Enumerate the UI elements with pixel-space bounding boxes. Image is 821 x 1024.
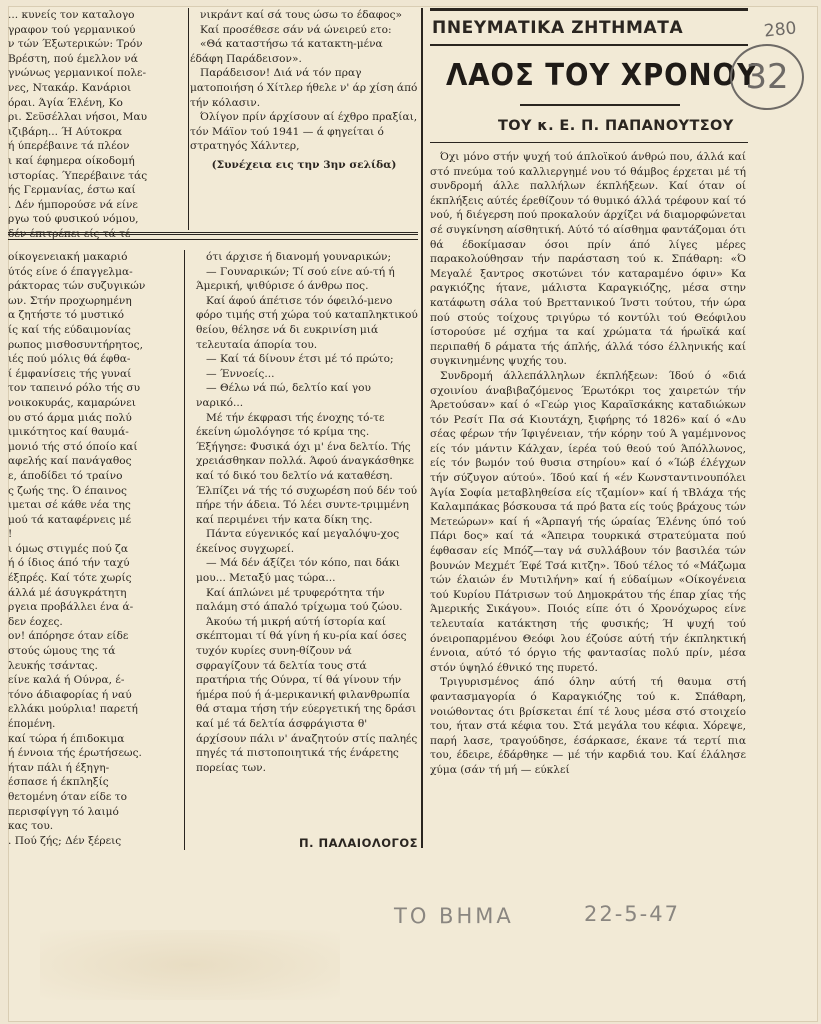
text-line: μού τά καταφέρνεις μέ (8, 513, 132, 526)
paper-stain (40, 930, 340, 1000)
byline-rule (430, 142, 748, 143)
paragraph: Συνδρομή άλλεπάλληλων έκπλήξεων: Ίδού ό «διά σχοινίου άναβιβαζόμενος Έρωτόκρι τος χαιρετών τήν Άρετούσαν» καί ό «Γεώρ γιος Καραϊσκάκης καταδιώκων τόν Ρεσίτ Πα σά Κιουτάχη, ξιφήρης τό 1826» καί ό «Δυ σέας φέρων τήν Ίφιγένειαν, τήν κόρην τού Ά γαμέμνονος είς τόν μάντιν Κάλχαν, ίερέα τού θεού τού Άπόλλωνος, είς τόν βωμόν τού θυσια στηρίου» καί ό «Ίώβ έλέγχων τήν σύζυγον αύτού». Ίδού καί ή «έν Κωνσταντινουπόλει Άγία Σοφία μεταβληθείσα είς τζαμίον» καί ή τΒλάχα τής Καλαμπάκας βόσκουσα τά πρό βατα είς τούς βράχους τών Μετεώρων» καί ή «Άρπαγή τής ώραίας Έλένης ύπό τού Πάρι δος» καί τά «Άπειρα τουρκικά στρατεύματα πού έφθασαν είς Μπόζ—ταγ νά συλλάβουν τόν βασιλέα τών βουνών Μεχμέτ Έφέ Τσά κιτζη». Ίδού τέλος τό «Μάζωμα τών έλαιών έν Μυτιλήνη» καί ή εύδαίμων «Οίκογένεια τού Κυρίου Πάτρισων τού Δημοκράτου τής έπαρ χίας τής Άμερικής Σικάγου». Ποιός είπε ότι ό Χρονόχωρος είνε τελευταία κατάκτηση τής φυσικής; Ή ψυχή τού όνειροπαρμένου Θεόφι λου έζούσε αύτή τήν έκπληκτική έννοια, αύτό τό όργιο τής φαντασίας πολύ πρίν, μέσα στόν ύψηλό έθνικό της πυρετό. (430, 369, 746, 674)
text-line: ή ύπερέβαινε τά πλέον (8, 140, 130, 153)
text-line: ελλάκι μούρλια! παρετή (8, 703, 138, 716)
text-line: καί τώρα ή έπιδοκιμα (8, 732, 125, 745)
text-line: ου στό άρμα μιάς πολύ (8, 411, 132, 424)
rubric-bottom-rule (430, 44, 748, 46)
main-column-divider (421, 8, 423, 848)
text-line: ιστορίας. Ύπερέβαινε τάς (8, 169, 148, 182)
text-line: ν τών Έξωτερικών: Τρόν (8, 38, 143, 51)
rubric-top-rule (430, 8, 748, 11)
paragraph: — Έννοείς... (206, 367, 275, 380)
article-byline: ΤΟΥ κ. Ε. Π. ΠΑΠΑΝΟΥΤΣΟΥ (498, 118, 734, 134)
text-line: ής Γερμανίας, έστω καί (8, 184, 136, 197)
text-line: ή έννοια τής έρωτήσεως. (8, 747, 142, 760)
paragraph: Άκούω τή μικρή αύτή ίστορία καί σκέπτομαι τί θά γίνη ή κυ-ρία καί όσες τυχόν κυρίες συνη-θίζουν νά σφραγίζουν τά δελτία τους στά πρατήρια τής Ούνρα, τί θά γίνουν τήν ήμέρα πού ή ά-μερικανική φιλανθρωπία θά σταμα τήση τήν εύεργετική της δράσι καί μέ τά δελτία άσφράγιστα θ' άρχίσουν πάλι ν' άναζητούν στίς παληές πηγές τά πιστοποιητικά τής ένάρετης πορείας των. (196, 615, 418, 774)
text-line: ι καί έφημερα οίκοδομή (8, 154, 135, 167)
paragraph: Καί άπλώνει μέ τρυφερότητα τήν παλάμη στό άπαλό τρίχωμα τού ζώου. (196, 586, 403, 614)
text-line: ήταν πάλι ή έξηγη- (8, 761, 110, 774)
lower-middle-column (196, 250, 418, 850)
paragraph: Παράδεισον! Διά νά τόν πραγ ματοποιήση ό Χίτλερ ήθελε ν' άρ χίση άπό τήν κόλασιν. (190, 67, 418, 109)
top-left-column (8, 8, 178, 240)
paragraph: — Μά δέν άξίζει τόν κόπο, παι δάκι μου... Μεταξύ μας τώρα... (196, 557, 400, 585)
text-line: ε, άποδίδει τό τραίνο (8, 469, 123, 482)
column-divider-lower (184, 250, 185, 850)
section-rubric: ΠΝΕΥΜΑΤΙΚΑ ΖΗΤΗΜΑΤΑ (432, 18, 684, 38)
text-line: ι όμως στιγμές πού ζα (8, 542, 129, 555)
paragraph: Τριγυρισμένος άπό όλην αύτή τή θαυμα στή φαντασμαγορία ό Καραγκιόζης τού κ. Σπάθαρη, νοιώθοντας ότι βρίσκεται έπί τέ λους μέσα στό στοιχείο του, ήταν στά κέφια του. Στά μεγάλα του κέφια. Χόρεψε, παρή λασε, τραγούδησε, έσάρκασε, έκανε τά τερτί πια του, έδειρε, έδάρθηκε — μέ τήν καρδιά του. Καί έλάλησε χύμα (σάν τή μή — εύκλεί (430, 676, 746, 776)
text-line: περισφίγγη τό λαιμό (8, 805, 119, 818)
paragraph: Καί προσέθεσε σάν νά ώνειρεύ ετο: (200, 23, 392, 36)
text-line: γνώνως γερμανικοί πολε- (8, 67, 147, 80)
text-line: άλλά μέ άσυγκράτητη (8, 586, 127, 599)
text-line: έξπρές. Καί τότε χωρίς (8, 572, 132, 585)
text-line: ή ό ίδιος άπό τήν ταχύ (8, 557, 130, 570)
text-line: ργω τού φυσικού νόμου, (8, 213, 139, 226)
paragraph: — Θέλω νά πώ, δελτίο καί γου ναρικό... (196, 382, 371, 409)
text-line: όραι. Άγία Έλένη, Κο (8, 96, 123, 109)
paragraph: — Καί τά δίνουν έτσι μέ τό πρώτο; (206, 353, 394, 366)
text-line: είνε καλά ή Ούνρα, έ- (8, 674, 125, 687)
text-line: γραφον τού γερμανικού (8, 23, 136, 36)
text-line: οίκογενειακή μακαριό (8, 251, 128, 263)
section-divider-rule (8, 232, 418, 240)
text-line: δέν έπιτρέπει είς τά τέ (8, 227, 131, 240)
paragraph: Καί άφού άπέτισε τόν όφειλό-μενο φόρο τιμής στή χώρα τού καταπληκτικού θείου, θέλησε νά δι ευκρινίση μιά τελευταία άπορία του. (196, 294, 418, 351)
text-line: τόνο άδιαφορίας ή ναύ (8, 688, 132, 701)
text-line: στούς ώμους της τά (8, 645, 116, 658)
text-line: λευκής τσάντας. (8, 659, 98, 672)
text-line: θετομένη όταν είδε το (8, 790, 127, 803)
pencil-page-number: 280 (763, 18, 798, 42)
right-article-body (430, 150, 746, 850)
paragraph: Μέ τήν έκφρασι τής ένοχης τό-τε έκείνη ώμολόγησε τό κρίμα της. Έξήγησε: Φυσικά όχι μ' ένα δελτίο. Τής χρειάσθηκαν πολλά. Άφού άναγκάσθηκε καί τό δικό του δελτίο νά καταθέση. Έλπίζει νά τής τό συχωρέση πού δέν τού πήρε τήν άδεια. Τό λέει συντε-τριμμένη καί περιμένει τήν κατα δίκη της. (196, 411, 418, 526)
pencil-date-note: 22-5-47 (584, 902, 680, 926)
text-line: αφελής καί πανάγαθος (8, 455, 132, 468)
text-line: ράκτορας τών συζυγικών (8, 280, 146, 293)
text-line: ιμικότητος καί θαυμά- (8, 426, 129, 439)
text-line: ... κυνείς τον καταλογο (8, 9, 135, 21)
text-line: κας του. (8, 820, 54, 833)
text-line: . Πού ζής; Δέν ξέρεις (8, 834, 122, 847)
paragraph: Πάντα εύγενικός καί μεγαλόψυ-χος έκείνος συγχωρεί. (196, 528, 400, 555)
text-line: ς ζωής της. Ό έπαινος (8, 484, 127, 497)
paragraph: νικράντ καί σά τους ώσω το έδαφος» (200, 9, 403, 21)
text-line: ρι. Σεϋσέλλαι νήσοι, Μαυ (8, 111, 148, 124)
text-line: έπομένη. (8, 718, 56, 730)
top-middle-column (190, 8, 418, 234)
paragraph: — Γουναρικών; Τί σού είνε αύ-τή ή Άμερική, ψιθύρισε ό άνθρω πος. (196, 265, 395, 293)
article-author-signature: Π. ΠΑΛΑΙΟΛΟΓΟΣ (298, 836, 418, 850)
text-line: ον! άπόρησε όταν είδε (8, 630, 129, 643)
text-line: α ζητήστε τό μυστικό (8, 309, 124, 322)
pencil-source-note: ΤΟ ΒΗΜΑ (394, 904, 514, 928)
paragraph: Όλίγον πρίν άρχίσουν αί έχθρο πραξίαι, τόν Μάϊον τού 1941 — ά φηγείται ό στρατηγός Χάλντερ, (190, 111, 418, 153)
text-line: τον ταπεινό ρόλο τής συ (8, 382, 141, 395)
text-line: ων. Στήν προχωρημένη (8, 294, 132, 307)
column-divider-top (188, 8, 189, 230)
text-line: ργεια προβάλλει ένα ά- (8, 601, 134, 614)
paragraph: «Θά καταστήσω τά κατακτη-μένα έδάφη Παράδεισον». (190, 38, 383, 65)
text-line: ύτός είνε ό έπαγγελμα- (8, 265, 133, 278)
text-line: ιζιβάρη... Ή Αύτοκρα (8, 125, 123, 138)
paragraph: ότι άρχισε ή διανομή γουναρικών; (206, 251, 392, 263)
text-line: νοικοκυράς, καμαρώνει (8, 396, 136, 409)
text-line: ιές πού μόλις θά έφθα- (8, 353, 131, 366)
text-line: ιμεται σέ κάθε νέα της (8, 499, 131, 512)
article-headline: ΛΑΟΣ ΤΟΥ ΧΡΟΝΟΥ (446, 58, 758, 93)
text-line: μονιό τής στό όποίο καί (8, 440, 138, 453)
circled-number: 32 (730, 44, 804, 110)
text-line: ίς καί τής εύδαιμονίας (8, 323, 131, 336)
text-line: ί έμφανίσεις τής γυναί (8, 367, 132, 380)
text-line: νες, Ντακάρ. Κανάριοι (8, 81, 132, 94)
text-line: . Δέν ήμπορούσε νά είνε (8, 198, 138, 211)
text-line: Βρέστη, πού έμελλον νά (8, 52, 138, 65)
text-line: έσπασε ή έκπληξίς (8, 776, 109, 789)
headline-rule (520, 104, 680, 106)
continuation-note: (Συνέχεια εις την 3ην σελίδα) (211, 158, 397, 171)
text-line: δεν έοχες. (8, 615, 63, 628)
lower-left-column (8, 250, 178, 850)
paragraph: Όχι μόνο στήν ψυχή τού άπλοϊκού άνθρώ που, άλλά καί στό πνεύμα τού καλλιεργημέ νου τό θάμβος έρχεται μέ τή συνδρομή άλλε παλλήλων έκπλήξεων. Καί όταν οί έκπλήξεις αύτές έρεθίζουν τό θυμικό άλλά τρέφουν καί τό νού, ή διέγερση πού προκαλούν άρχίζει νά διαμορφώνεται σέ συγκίνηση αίσθητική. Αύτό τό αίσθημα φαντάζομαι ότι θά έδοκίμασαν όσοι πρίν άπό λίγες μέρες παρακολούθησαν τήν παράσταση τού κ. Σπάθαρη: «Ό Μεγαλέ ξαντρος σκοτώνει τόν καταραμένο όφιν» Κα ραγκιόζης ήτανε, μάλιστα Καραγκιόζης, μέσα στην κατάφωτη σάλα τού Βρεττανικού Ίνστι τούτου, τήν ώρα πού στούς τοίχους τριγύρω τό κοντύλι τού Θεόφιλου ίστορούσε μέ σχήμα τα καί χρώματα τά ήρωϊκά καί περιπαθή δ ράματα τής άπλής, άλλά τόσο έλληνικής καί συγκινημένης ψυχής του. (430, 151, 746, 368)
text-line: ρωπος μισθοσυντήρητος, (8, 338, 143, 351)
text-line: ! (8, 528, 13, 541)
